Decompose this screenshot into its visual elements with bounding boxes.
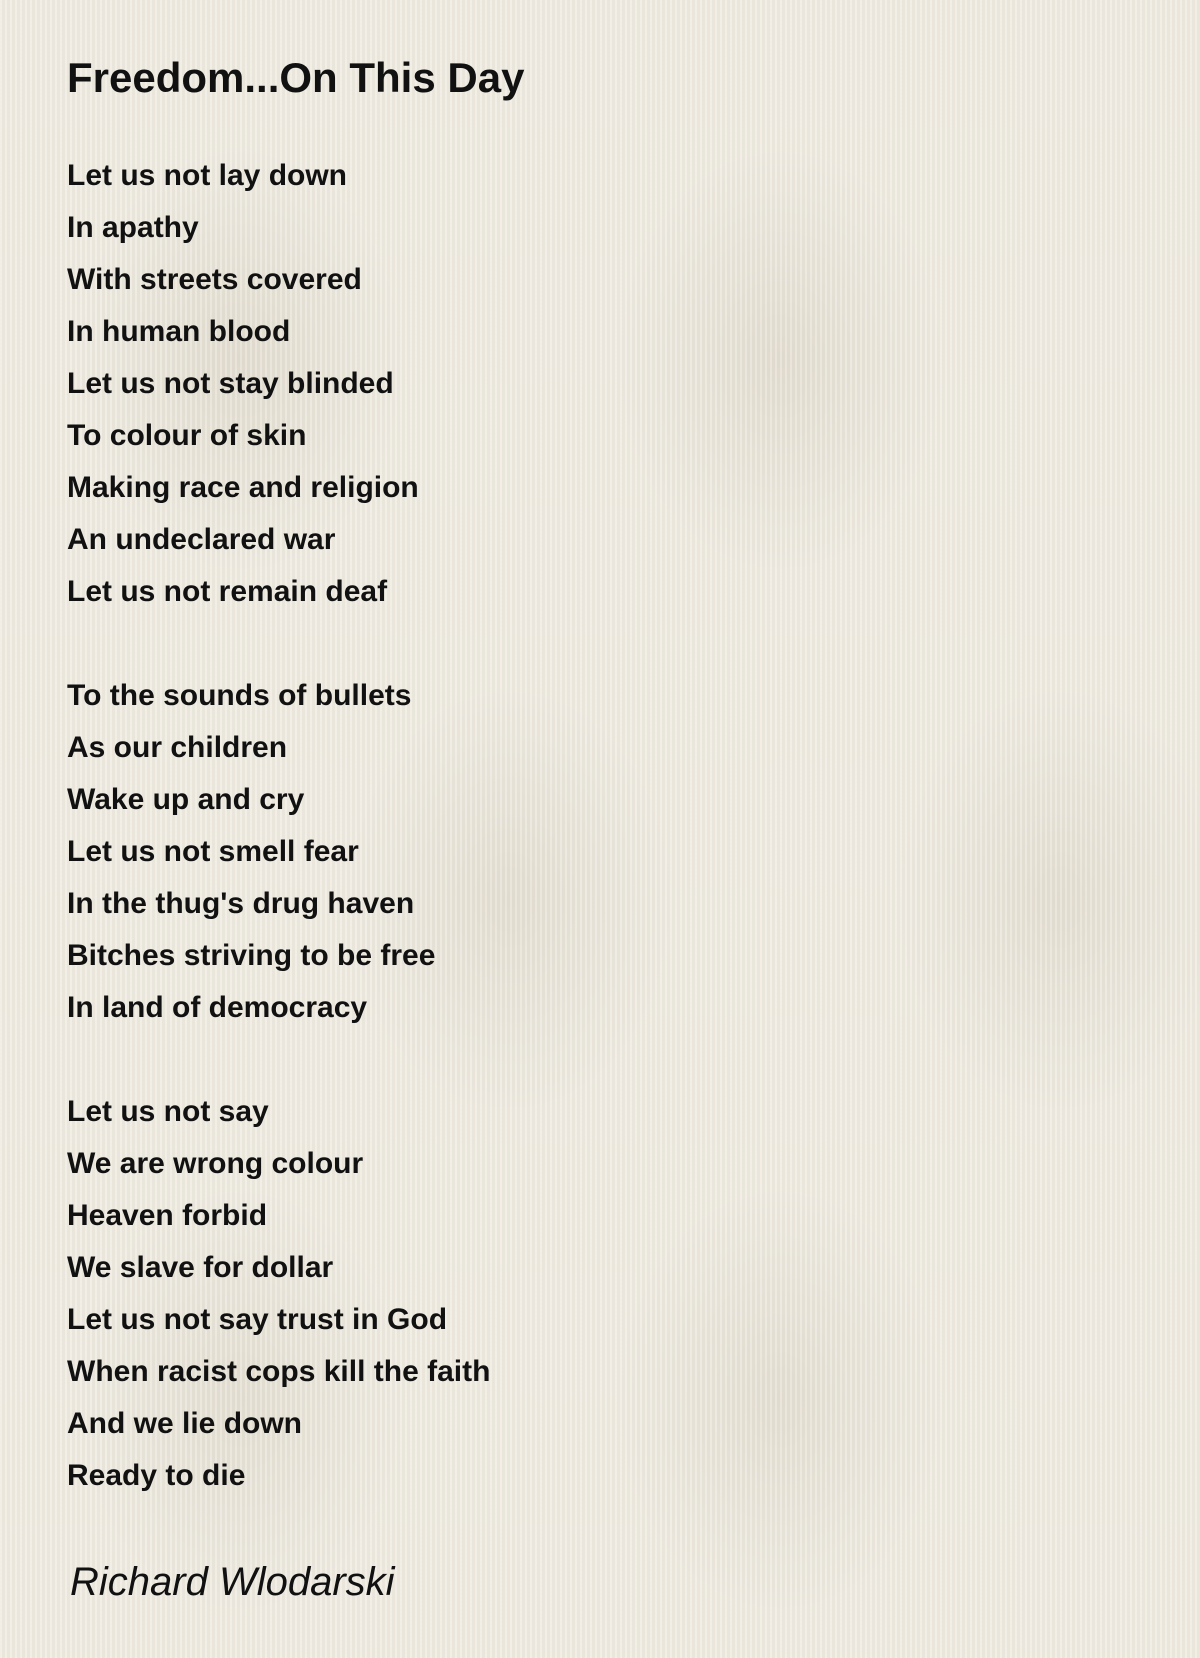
- poem-line: Let us not remain deaf: [67, 575, 388, 608]
- poem-line: Let us not stay blinded: [67, 367, 394, 400]
- poem-line: Let us not smell fear: [67, 835, 359, 868]
- poem-line: We are wrong colour: [67, 1147, 364, 1180]
- poem-line: And we lie down: [67, 1407, 303, 1440]
- poem-line: We slave for dollar: [67, 1251, 334, 1284]
- poem-line: Ready to die: [67, 1459, 246, 1492]
- stanza-3: [67, 1086, 1147, 1502]
- poem-line: In apathy: [67, 211, 199, 244]
- poem-line: In human blood: [67, 315, 291, 348]
- poem-line: Making race and religion: [67, 471, 419, 504]
- stanza-1: [67, 150, 1147, 618]
- poem-title: Freedom...On This Day: [67, 54, 525, 101]
- poem-line: In land of democracy: [67, 991, 368, 1024]
- poem-line: An undeclared war: [67, 523, 336, 556]
- poem-line: Bitches striving to be free: [67, 939, 436, 972]
- poem-line: Let us not say: [67, 1095, 269, 1128]
- stanza-2: [67, 670, 1147, 1034]
- poem-line: In the thug's drug haven: [67, 887, 415, 920]
- poem-line: Wake up and cry: [67, 783, 305, 816]
- poem-line: With streets covered: [67, 263, 362, 296]
- poem-line: When racist cops kill the faith: [67, 1355, 491, 1388]
- poem-line: To colour of skin: [67, 419, 307, 452]
- poem-body: [67, 150, 1147, 1554]
- poem-line: Heaven forbid: [67, 1199, 268, 1232]
- poem-line: To the sounds of bullets: [67, 679, 412, 712]
- poem-line: Let us not lay down: [67, 159, 348, 192]
- poem-author: Richard Wlodarski: [70, 1560, 395, 1604]
- poem-line: Let us not say trust in God: [67, 1303, 448, 1336]
- poem-line: As our children: [67, 731, 288, 764]
